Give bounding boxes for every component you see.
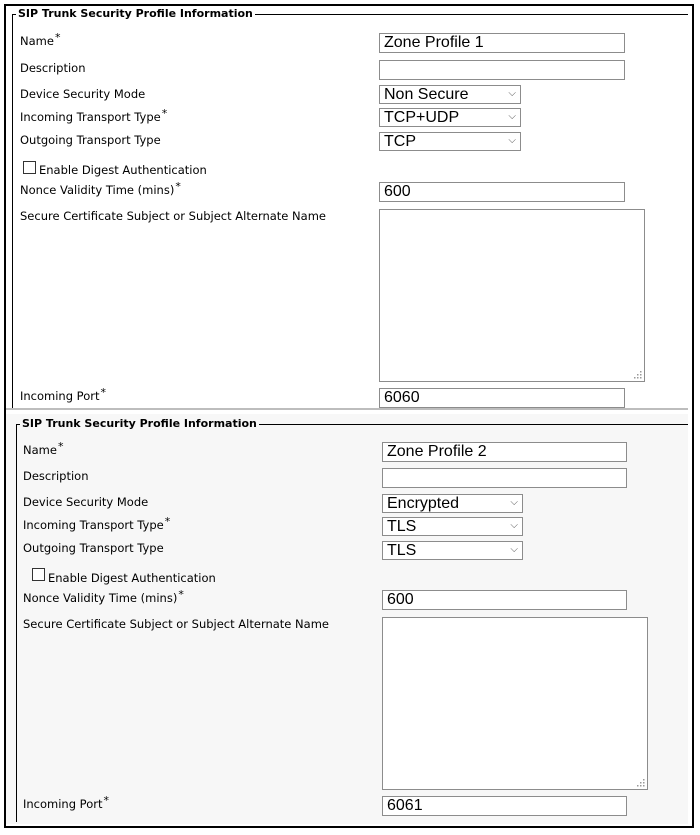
security-profile-panel-2 — [6, 414, 688, 824]
name-input[interactable]: Zone Profile 2 — [382, 442, 627, 462]
incoming-port-input[interactable]: 6060 — [379, 388, 625, 408]
chevron-down-icon: ⌵ — [508, 111, 516, 122]
fieldset-border-left — [16, 424, 17, 822]
description-input[interactable] — [379, 60, 625, 80]
chevron-down-icon: ⌵ — [510, 497, 518, 508]
cert-subject-textarea[interactable] — [379, 209, 645, 382]
nonce-validity-label: Nonce Validity Time (mins)* — [23, 588, 184, 605]
incoming-port-input[interactable]: 6061 — [382, 796, 627, 816]
incoming-transport-select[interactable]: TCP+UDP ⌵ — [379, 108, 521, 127]
name-label: Name* — [20, 31, 61, 48]
device-security-mode-label: Device Security Mode — [20, 87, 146, 101]
incoming-transport-label: Incoming Transport Type* — [23, 515, 171, 532]
cert-subject-label: Secure Certificate Subject or Subject Alternate Name — [23, 617, 329, 631]
resize-grip-icon[interactable] — [635, 777, 645, 787]
name-label: Name* — [23, 440, 64, 457]
chevron-down-icon: ⌵ — [510, 544, 518, 555]
nonce-validity-label: Nonce Validity Time (mins)* — [20, 180, 181, 197]
incoming-port-label: Incoming Port* — [23, 794, 109, 811]
cert-subject-label: Secure Certificate Subject or Subject Alternate Name — [20, 209, 326, 223]
digest-auth-label: Enable Digest Authentication — [39, 163, 207, 177]
description-input[interactable] — [382, 468, 627, 488]
panel-divider — [6, 408, 688, 410]
outgoing-transport-label: Outgoing Transport Type — [20, 133, 161, 147]
name-input[interactable]: Zone Profile 1 — [379, 33, 625, 53]
incoming-transport-select[interactable]: TLS ⌵ — [382, 517, 523, 536]
digest-auth-checkbox[interactable] — [32, 568, 45, 581]
nonce-validity-input[interactable]: 600 — [382, 590, 627, 610]
incoming-transport-label: Incoming Transport Type* — [20, 107, 168, 124]
outgoing-transport-select[interactable]: TCP ⌵ — [379, 132, 521, 151]
incoming-port-label: Incoming Port* — [20, 386, 106, 403]
digest-auth-checkbox[interactable] — [23, 161, 36, 174]
nonce-validity-input[interactable]: 600 — [379, 182, 625, 202]
cert-subject-textarea[interactable] — [382, 617, 648, 790]
description-label: Description — [23, 469, 89, 483]
chevron-down-icon: ⌵ — [508, 88, 516, 99]
description-label: Description — [20, 61, 86, 75]
device-security-mode-label: Device Security Mode — [23, 495, 149, 509]
device-security-mode-select[interactable]: Non Secure ⌵ — [379, 85, 521, 104]
chevron-down-icon: ⌵ — [508, 135, 516, 146]
digest-auth-label: Enable Digest Authentication — [48, 571, 216, 585]
outgoing-transport-label: Outgoing Transport Type — [23, 541, 164, 555]
chevron-down-icon: ⌵ — [510, 520, 518, 531]
security-profile-panel-1 — [6, 6, 688, 408]
outgoing-transport-select[interactable]: TLS ⌵ — [382, 541, 523, 560]
fieldset-legend: SIP Trunk Security Profile Information — [22, 417, 257, 430]
fieldset-border-left — [12, 14, 13, 408]
device-security-mode-select[interactable]: Encrypted ⌵ — [382, 494, 523, 513]
resize-grip-icon[interactable] — [632, 369, 642, 379]
fieldset-legend: SIP Trunk Security Profile Information — [18, 7, 253, 20]
